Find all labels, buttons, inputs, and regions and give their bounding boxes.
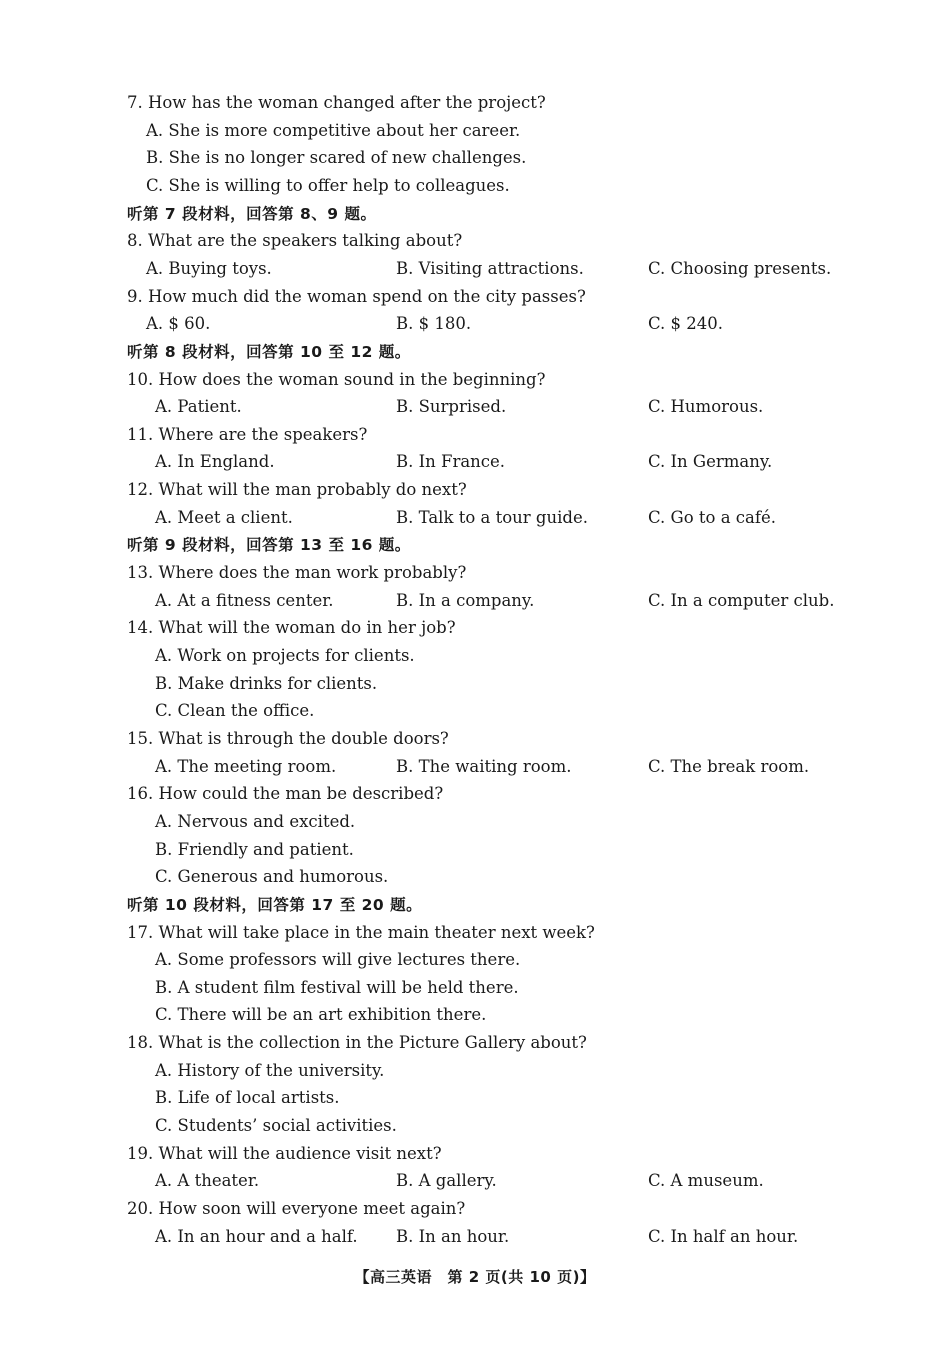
question-stem: 9. How much did the woman spend on the city passes? <box>127 287 586 306</box>
question-stem: 20. How soon will everyone meet again? <box>127 1199 466 1218</box>
option-item: A. History of the university. <box>155 1061 385 1080</box>
question-stem: 14. What will the woman do in her job? <box>127 618 456 637</box>
option-item: B. Make drinks for clients. <box>155 674 378 693</box>
option-b: B. Talk to a tour guide. <box>396 508 588 527</box>
option-item: B. A student film festival will be held there. <box>155 978 519 997</box>
question-stem: 16. How could the man be described? <box>127 784 444 803</box>
question-stem: 17. What will take place in the main theater next week? <box>127 923 595 942</box>
option-a: A. $ 60. <box>146 314 211 333</box>
option-a: A. At a fitness center. <box>155 591 334 610</box>
page-footer: 【高三英语 第 2 页(共 10 页)】 <box>354 1268 596 1286</box>
section-instruction: 听第 8 段材料，回答第 10 至 12 题。 <box>127 343 411 361</box>
option-b: B. Visiting attractions. <box>396 259 584 278</box>
option-b: B. $ 180. <box>396 314 472 333</box>
option-c: C. In Germany. <box>648 452 773 471</box>
option-c: C. Choosing presents. <box>648 259 832 278</box>
option-item: C. Generous and humorous. <box>155 867 389 886</box>
option-item: C. She is willing to offer help to colleagues. <box>146 176 510 195</box>
option-a: A. In an hour and a half. <box>155 1227 358 1246</box>
option-b: B. Surprised. <box>396 397 507 416</box>
question-stem: 11. Where are the speakers? <box>127 425 368 444</box>
option-item: A. Some professors will give lectures there. <box>155 950 521 969</box>
option-item: A. Nervous and excited. <box>155 812 356 831</box>
option-a: A. The meeting room. <box>155 757 337 776</box>
option-a: A. In England. <box>155 452 275 471</box>
option-item: B. She is no longer scared of new challenges. <box>146 148 527 167</box>
section-instruction: 听第 7 段材料，回答第 8、9 题。 <box>127 205 377 223</box>
question-stem: 15. What is through the double doors? <box>127 729 449 748</box>
option-a: A. Meet a client. <box>155 508 293 527</box>
question-stem: 12. What will the man probably do next? <box>127 480 467 499</box>
question-stem: 18. What is the collection in the Picture Gallery about? <box>127 1033 587 1052</box>
option-b: B. In a company. <box>396 591 535 610</box>
option-a: A. A theater. <box>155 1171 260 1190</box>
option-b: B. A gallery. <box>396 1171 497 1190</box>
option-c: C. Go to a café. <box>648 508 776 527</box>
question-stem: 13. Where does the man work probably? <box>127 563 467 582</box>
option-c: C. In a computer club. <box>648 591 835 610</box>
section-instruction: 听第 9 段材料，回答第 13 至 16 题。 <box>127 536 411 554</box>
option-c: C. $ 240. <box>648 314 724 333</box>
question-stem: 7. How has the woman changed after the project? <box>127 93 546 112</box>
question-stem: 8. What are the speakers talking about? <box>127 231 463 250</box>
question-stem: 19. What will the audience visit next? <box>127 1144 442 1163</box>
option-item: A. She is more competitive about her career. <box>146 121 521 140</box>
option-b: B. In an hour. <box>396 1227 510 1246</box>
option-c: C. Humorous. <box>648 397 764 416</box>
option-a: A. Patient. <box>155 397 242 416</box>
option-item: B. Friendly and patient. <box>155 840 354 859</box>
option-c: C. A museum. <box>648 1171 764 1190</box>
section-instruction: 听第 10 段材料，回答第 17 至 20 题。 <box>127 896 423 914</box>
option-a: A. Buying toys. <box>146 259 272 278</box>
option-item: C. There will be an art exhibition there. <box>155 1005 487 1024</box>
option-item: A. Work on projects for clients. <box>155 646 415 665</box>
option-item: B. Life of local artists. <box>155 1088 340 1107</box>
option-c: C. In half an hour. <box>648 1227 799 1246</box>
option-b: B. In France. <box>396 452 506 471</box>
option-item: C. Students’ social activities. <box>155 1116 397 1135</box>
option-c: C. The break room. <box>648 757 810 776</box>
question-stem: 10. How does the woman sound in the beginning? <box>127 370 546 389</box>
option-b: B. The waiting room. <box>396 757 572 776</box>
option-item: C. Clean the office. <box>155 701 315 720</box>
